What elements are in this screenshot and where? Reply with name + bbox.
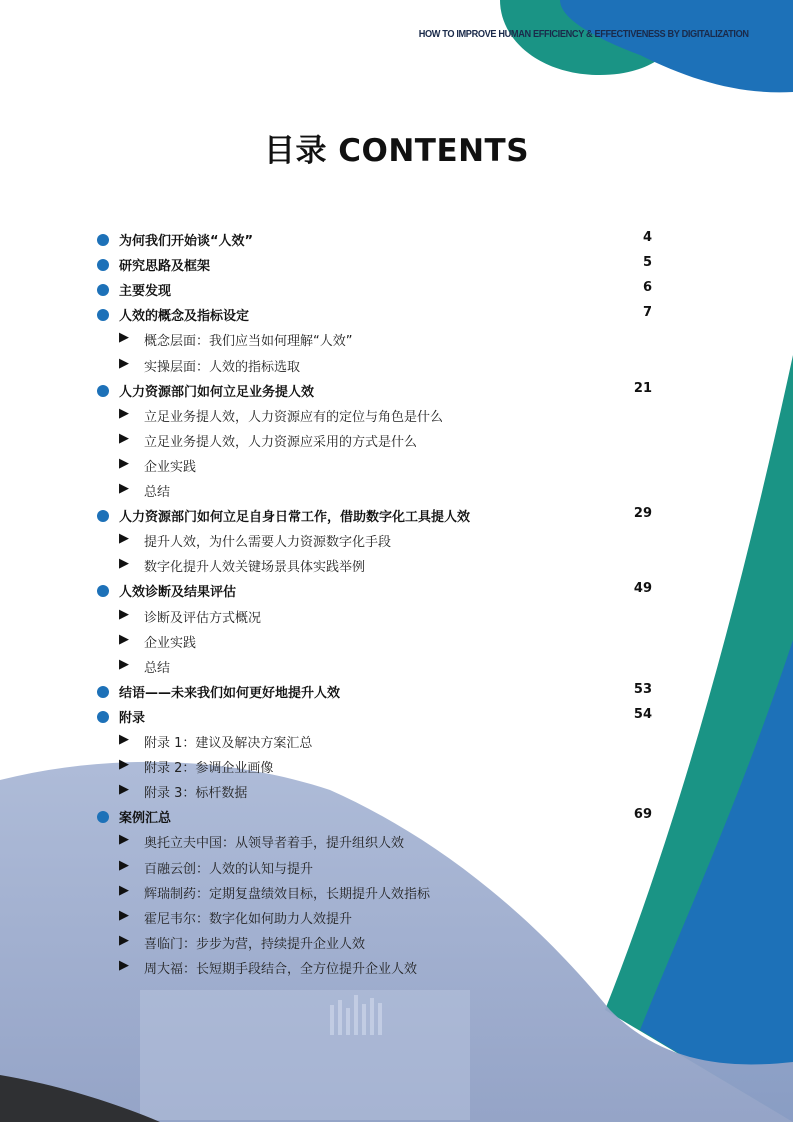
toc-subentry[interactable] [0, 906, 793, 931]
toc-subentry-label: 提升人效，为什么需要人力资源数字化手段 [144, 535, 392, 551]
triangle-arrow-icon: ▶ [119, 932, 129, 948]
toc-entry-label: 主要发现 [119, 284, 172, 300]
toc-subentry-label: 数字化提升人效关键场景具体实践举例 [144, 560, 366, 576]
toc-entry-label: 附录 [119, 710, 146, 726]
triangle-arrow-icon: ▶ [119, 481, 129, 496]
triangle-arrow-icon: ▶ [119, 556, 129, 572]
toc-page-number: 5 [642, 255, 652, 271]
toc-entry[interactable] [0, 579, 793, 604]
triangle-arrow-icon: ▶ [119, 882, 129, 898]
bullet-dot-icon [97, 309, 109, 321]
toc-page-number: 54 [633, 706, 652, 722]
triangle-arrow-icon: ▶ [119, 631, 129, 647]
toc-subentry[interactable] [0, 956, 793, 981]
toc-subentry[interactable] [0, 881, 793, 906]
toc-page-number: 6 [642, 280, 652, 296]
toc-page-number: 49 [633, 581, 652, 597]
triangle-arrow-icon: ▶ [119, 857, 129, 873]
toc-entry-label: 结语——未来我们如何更好地提升人效 [119, 685, 341, 701]
triangle-arrow-icon: ▶ [119, 430, 129, 446]
toc-subentry-label: 附录 1：建议及解决方案汇总 [144, 736, 313, 751]
toc-subentry-label: 立足业务提人效，人力资源应有的定位与角色是什么 [144, 409, 444, 425]
toc-entry[interactable] [0, 805, 793, 830]
triangle-arrow-icon: ▶ [119, 330, 129, 346]
toc-subentry[interactable] [0, 429, 793, 454]
toc-subentry[interactable] [0, 605, 793, 630]
bullet-dot-icon [97, 234, 109, 246]
toc-subentry-label: 辉瑞制药：定期复盘绩效目标，长期提升人效指标 [144, 886, 431, 902]
toc-subentry[interactable] [0, 630, 793, 655]
toc-page-number: 4 [642, 230, 652, 245]
toc-subentry[interactable] [0, 931, 793, 956]
toc-subentry[interactable] [0, 554, 793, 579]
toc-subentry-label: 诊断及评估方式概况 [144, 610, 262, 626]
toc-page-number: 29 [633, 506, 652, 522]
toc-subentry[interactable] [0, 328, 793, 353]
toc-entry-label: 人效诊断及结果评估 [119, 585, 237, 601]
toc-subentry-label: 企业实践 [144, 635, 197, 651]
toc-entry-label: 研究思路及框架 [119, 259, 211, 275]
toc-subentry-label: 喜临门：步步为营，持续提升企业人效 [144, 936, 366, 952]
triangle-arrow-icon: ▶ [119, 405, 129, 421]
toc-subentry[interactable] [0, 780, 793, 805]
toc-subentry-label: 企业实践 [144, 459, 197, 475]
toc-entry[interactable] [0, 379, 793, 404]
toc-subentry[interactable] [0, 830, 793, 855]
triangle-arrow-icon: ▶ [119, 907, 129, 923]
toc-subentry-label: 概念层面：我们应当如何理解“人效” [144, 334, 353, 350]
triangle-arrow-icon: ▶ [119, 355, 129, 371]
toc-entry[interactable] [0, 680, 793, 705]
toc-entry-label: 人效的概念及指标设定 [119, 309, 250, 325]
toc-subentry[interactable] [0, 454, 793, 479]
toc-subentry-label: 实操层面：人效的指标选取 [144, 359, 301, 375]
toc-page-number: 69 [633, 807, 652, 823]
toc-subentry[interactable] [0, 479, 793, 504]
toc-page-number: 53 [633, 681, 652, 697]
toc-entry[interactable] [0, 253, 793, 278]
bullet-dot-icon [97, 385, 109, 397]
page-title: 目录 CONTENTS [263, 133, 530, 169]
triangle-arrow-icon: ▶ [119, 732, 129, 747]
toc-page-number: 21 [633, 380, 652, 396]
toc-subentry-label: 周大福：长短期手段结合，全方位提升企业人效 [144, 961, 418, 977]
toc-subentry-label: 总结 [144, 660, 171, 676]
toc-entry[interactable] [0, 705, 793, 730]
bullet-dot-icon [97, 510, 109, 522]
toc-subentry[interactable] [0, 856, 793, 881]
toc-subentry[interactable] [0, 529, 793, 554]
photo-texture [140, 990, 470, 1120]
toc-entry[interactable] [0, 228, 793, 253]
toc-subentry[interactable] [0, 655, 793, 680]
toc-subentry[interactable] [0, 755, 793, 780]
bullet-dot-icon [97, 811, 109, 823]
toc-subentry-label: 附录 2：参调企业画像 [144, 761, 274, 777]
bullet-dot-icon [97, 259, 109, 271]
toc-entry-label: 人力资源部门如何立足自身日常工作，借助数字化工具提人效 [119, 510, 471, 526]
triangle-arrow-icon: ▶ [119, 455, 129, 471]
triangle-arrow-icon: ▶ [119, 531, 129, 547]
toc-entry[interactable] [0, 504, 793, 529]
triangle-arrow-icon: ▶ [119, 757, 129, 773]
triangle-arrow-icon: ▶ [119, 832, 129, 848]
bullet-dot-icon [97, 686, 109, 698]
toc-page-number: 7 [642, 305, 652, 321]
toc-subentry[interactable] [0, 730, 793, 755]
toc-entry-label: 案例汇总 [119, 811, 172, 827]
toc-subentry-label: 附录 3：标杆数据 [144, 786, 248, 802]
toc-subentry[interactable] [0, 354, 793, 379]
toc-subentry-label: 霍尼韦尔：数字化如何助力人效提升 [144, 911, 353, 927]
bullet-dot-icon [97, 284, 109, 296]
toc-entry-label: 为何我们开始谈“人效” [119, 234, 254, 249]
toc-entry[interactable] [0, 278, 793, 303]
header-text: HOW TO IMPROVE HUMAN EFFICIENCY & EFFECTIVENESS BY DIGITALIZATION [419, 29, 749, 40]
toc-subentry-label: 奥托立夫中国：从领导者着手，提升组织人效 [144, 836, 405, 852]
toc-subentry-label: 总结 [144, 485, 171, 500]
toc-subentry[interactable] [0, 404, 793, 429]
toc-subentry-label: 立足业务提人效，人力资源应采用的方式是什么 [144, 434, 418, 450]
bullet-dot-icon [97, 711, 109, 723]
toc-subentry-label: 百融云创：人效的认知与提升 [144, 861, 314, 877]
triangle-arrow-icon: ▶ [119, 957, 129, 973]
triangle-arrow-icon: ▶ [119, 606, 129, 622]
bullet-dot-icon [97, 585, 109, 597]
toc-entry[interactable] [0, 303, 793, 328]
triangle-arrow-icon: ▶ [119, 656, 129, 672]
toc-entry-label: 人力资源部门如何立足业务提人效 [119, 384, 315, 400]
triangle-arrow-icon: ▶ [119, 782, 129, 798]
